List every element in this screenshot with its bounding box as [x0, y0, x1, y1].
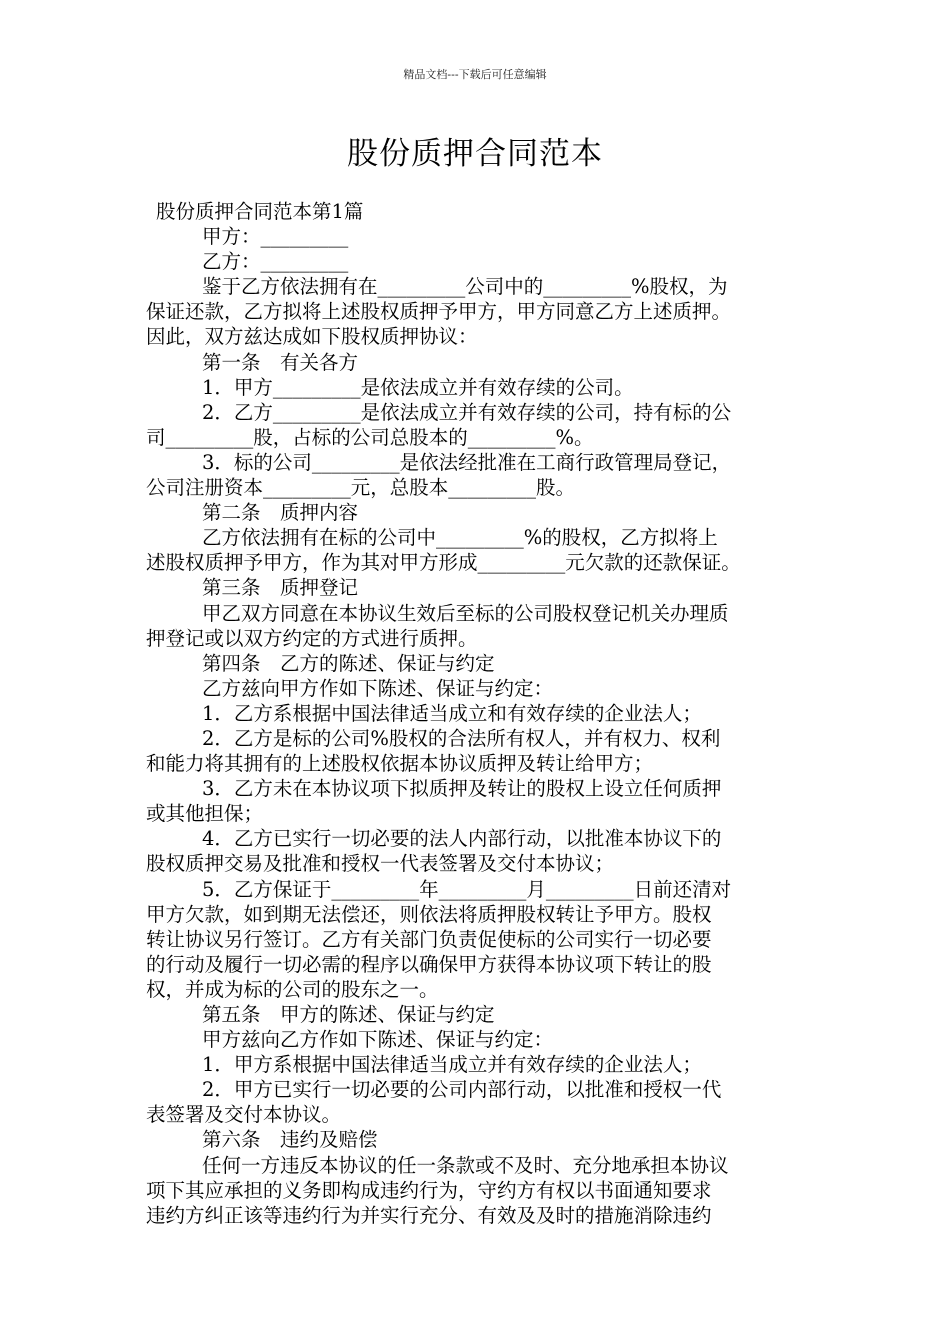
document-line: 第五条 甲方的陈述、保证与约定 — [202, 1003, 495, 1026]
document-line: 司_________股，占标的公司总股本的_________%。 — [146, 425, 594, 449]
document-line: 4．乙方已实行一切必要的法人内部行动，以批准本协议下的 — [202, 827, 722, 851]
document-line: 任何一方违反本协议的任一条款或不及时、充分地承担本协议 — [202, 1153, 729, 1177]
document-line: 违约方纠正该等违约行为并实行充分、有效及及时的措施消除违约 — [146, 1203, 712, 1227]
document-line: 项下其应承担的义务即构成违约行为，守约方有权以书面通知要求 — [146, 1178, 712, 1202]
document-line: 押登记或以双方约定的方式进行质押。 — [146, 626, 478, 650]
document-line: 甲乙双方同意在本协议生效后至标的公司股权登记机关办理质 — [202, 601, 729, 625]
document-line: 权，并成为标的公司的股东之一。 — [146, 977, 439, 1001]
document-line: 或其他担保； — [146, 802, 264, 826]
document-line: 第六条 违约及赔偿 — [202, 1128, 378, 1152]
document-line: 第二条 质押内容 — [202, 501, 359, 525]
document-line: 2．乙方是标的公司%股权的合法所有权人，并有权力、权利 — [202, 726, 721, 750]
document-line: 3．乙方未在本协议项下拟质押及转让的股权上设立任何质押 — [202, 777, 722, 801]
document-line: 3．标的公司_________是依法经批准在工商行政管理局登记， — [202, 450, 732, 474]
document-line: 和能力将其拥有的上述股权依据本协议质押及转让给甲方； — [146, 752, 654, 776]
document-line: 因此，双方兹达成如下股权质押协议： — [146, 325, 478, 349]
document-line: 1．甲方_________是依法成立并有效存续的公司。 — [202, 375, 634, 399]
document-line: 股份质押合同范本第1篇 — [156, 200, 364, 223]
document-line: 1．甲方系根据中国法律适当成立并有效存续的企业法人； — [202, 1053, 702, 1077]
document-body — [146, 199, 810, 1228]
document-line: 1．乙方系根据中国法律适当成立和有效存续的企业法人； — [202, 701, 702, 725]
document-line: 转让协议另行签订。乙方有关部门负责促使标的公司实行一切必要 — [146, 927, 712, 951]
document-line: 表签署及交付本协议。 — [146, 1103, 342, 1127]
document-line: 乙方兹向甲方作如下陈述、保证与约定： — [202, 676, 554, 700]
document-title: 股份质押合同范本 — [347, 136, 603, 172]
document-line: 5．乙方保证于_________年_________月_________日前还清对 — [202, 877, 732, 901]
document-line: 股权质押交易及批准和授权一代表签署及交付本协议； — [146, 852, 615, 876]
document-line: 鉴于乙方依法拥有在_________公司中的_________%股权，为 — [202, 275, 728, 299]
document-line: 述股权质押予甲方，作为其对甲方形成_________元欠款的还款保证。 — [146, 551, 741, 575]
document-line: 甲方欠款，如到期无法偿还，则依法将质押股权转让予甲方。股权 — [146, 902, 712, 926]
document-line: 第三条 质押登记 — [202, 576, 359, 600]
document-line: 乙方依法拥有在标的公司中_________%的股权，乙方拟将上 — [202, 526, 718, 550]
document-line: 乙方：_________ — [202, 250, 349, 274]
header-note: 精品文档---下载后可任意编辑 — [403, 68, 547, 81]
document-line: 甲方兹向乙方作如下陈述、保证与约定： — [202, 1028, 554, 1052]
document-line: 第四条 乙方的陈述、保证与约定 — [202, 651, 495, 675]
document-line: 公司注册资本_________元，总股本_________股。 — [146, 476, 576, 500]
document-line: 第一条 有关各方 — [202, 350, 359, 374]
document-line: 2．甲方已实行一切必要的公司内部行动，以批准和授权一代 — [202, 1078, 722, 1102]
document-line: 的行动及履行一切必需的程序以确保甲方获得本协议项下转让的股 — [146, 952, 712, 976]
document-line: 保证还款，乙方拟将上述股权质押予甲方，甲方同意乙方上述质押。 — [146, 300, 732, 324]
document-line: 2．乙方_________是依法成立并有效存续的公司，持有标的公 — [202, 400, 732, 424]
document-line: 甲方：_________ — [202, 225, 349, 249]
